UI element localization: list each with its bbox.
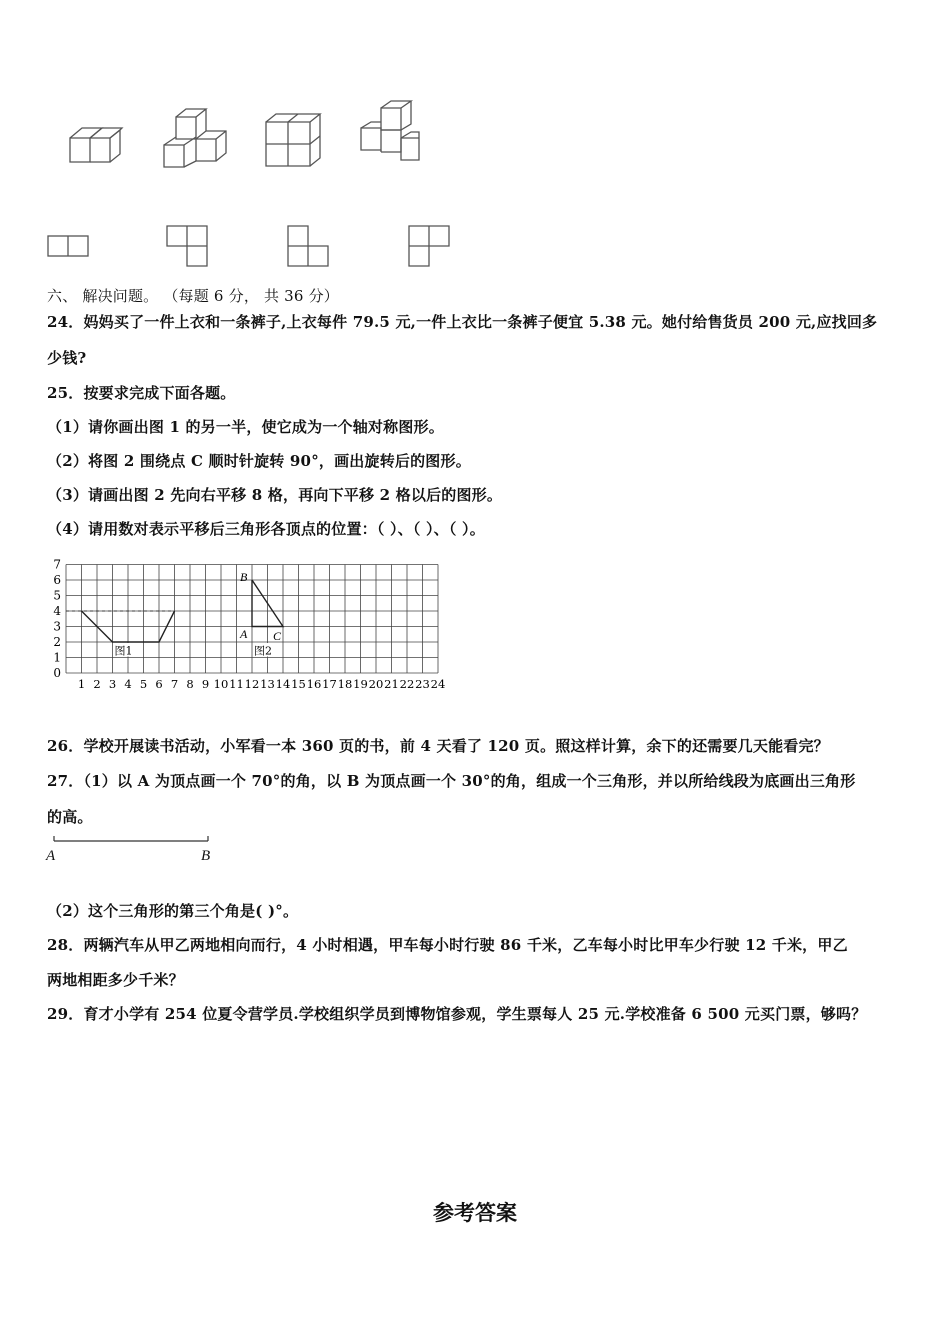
x-tick-label: 22: [399, 677, 415, 691]
x-tick-label: 8: [186, 677, 194, 691]
point-c-grid-label: C: [273, 629, 282, 643]
x-tick-label: 7: [170, 677, 179, 691]
y-tick-label: 7: [53, 557, 61, 572]
y-tick-label: 3: [53, 619, 61, 634]
point-a-grid-label: A: [240, 627, 248, 641]
x-tick-label: 2: [93, 677, 101, 691]
y-tick-label: 1: [53, 650, 61, 665]
y-tick-label: 2: [53, 635, 61, 649]
x-tick-label: 18: [337, 677, 353, 691]
x-tick-label: 20: [368, 677, 384, 691]
q25-sub3: （3）请画出图 2 先向右平移 8 格，再向下平移 2 格以后的图形。: [47, 486, 503, 504]
cube-figure-4: [355, 98, 427, 168]
x-tick-label: 1: [77, 677, 86, 691]
q24-line1: 24．妈妈买了一件上衣和一条裤子,上衣每件 79.5 元,一件上衣比一条裤子便宜 5.38 元。她付给售货员 200 元,应找回多: [47, 313, 878, 331]
y-tick-label: 0: [53, 666, 61, 680]
x-tick-label: 12: [244, 677, 260, 691]
figure-1-label: 图1: [114, 644, 133, 658]
x-tick-label: 15: [291, 677, 306, 691]
x-tick-label: 16: [306, 677, 322, 691]
q27-sub2: （2）这个三角形的第三个角是( )°。: [47, 902, 299, 920]
x-tick-label: 11: [229, 677, 244, 691]
point-a-label: A: [46, 848, 56, 864]
x-tick-label: 19: [353, 677, 368, 691]
x-tick-label: 13: [260, 677, 275, 691]
point-b-label: B: [201, 848, 211, 864]
q25-sub2: （2）将图 2 围绕点 C 顺时针旋转 90°，画出旋转后的图形。: [47, 452, 471, 470]
view-figure-1: [47, 235, 91, 257]
view-figure-2: [166, 225, 210, 269]
view-figure-3: [287, 225, 331, 269]
x-tick-label: 6: [155, 677, 163, 691]
q28-line2: 两地相距多少千米？: [47, 971, 184, 989]
q27-line2: 的高。: [47, 808, 93, 826]
view-figure-4: [408, 225, 452, 269]
x-tick-label: 10: [213, 677, 229, 691]
coordinate-grid: [46, 555, 456, 695]
cube-figure-1: [66, 118, 126, 168]
q26-text: 26．学校开展读书活动，小军看一本 360 页的书，前 4 天看了 120 页。照这样计算，余下的还需要几天能看完？: [47, 737, 829, 755]
q27-line1: 27．（1）以 A 为顶点画一个 70°的角，以 B 为顶点画一个 30°的角，组成一个三角形，并以所给线段为底画出三角形: [47, 772, 856, 790]
section-heading: 六、 解决问题。 （每题 6 分， 共 36 分）: [47, 287, 340, 305]
x-tick-label: 14: [275, 677, 291, 691]
x-tick-label: 3: [108, 677, 117, 691]
x-tick-label: 17: [322, 677, 337, 691]
segment-ab: [50, 834, 212, 848]
answers-title: 参考答案: [433, 1201, 517, 1225]
q25-sub4: （4）请用数对表示平移后三角形各顶点的位置：（ ）、（ ）、（ ）。: [47, 520, 485, 538]
q25-stem: 25．按要求完成下面各题。: [47, 384, 236, 402]
x-tick-label: 23: [415, 677, 430, 691]
q25-sub1: （1）请你画出图 1 的另一半，使它成为一个轴对称图形。: [47, 418, 444, 436]
y-tick-label: 4: [53, 604, 61, 618]
q28-line1: 28．两辆汽车从甲乙两地相向而行，4 小时相遇，甲车每小时行驶 86 千米，乙车每小时比甲车少行驶 12 千米，甲乙: [47, 936, 848, 954]
figure-2-label: 图2: [254, 644, 272, 658]
x-tick-label: 24: [430, 677, 446, 691]
x-tick-label: 4: [124, 677, 132, 691]
cube-figure-2: [160, 105, 230, 171]
y-tick-label: 6: [53, 573, 61, 587]
x-tick-label: 5: [139, 677, 148, 691]
y-tick-label: 5: [53, 588, 61, 603]
q29-text: 29．育才小学有 254 位夏令营学员.学校组织学员到博物馆参观，学生票每人 25 元.学校准备 6 500 元买门票，够吗？: [47, 1005, 867, 1023]
cube-figure-3: [262, 108, 324, 170]
x-tick-label: 21: [384, 677, 399, 691]
q24-line2: 少钱?: [47, 349, 87, 367]
x-tick-label: 9: [201, 677, 210, 691]
point-b-grid-label: B: [240, 570, 248, 584]
